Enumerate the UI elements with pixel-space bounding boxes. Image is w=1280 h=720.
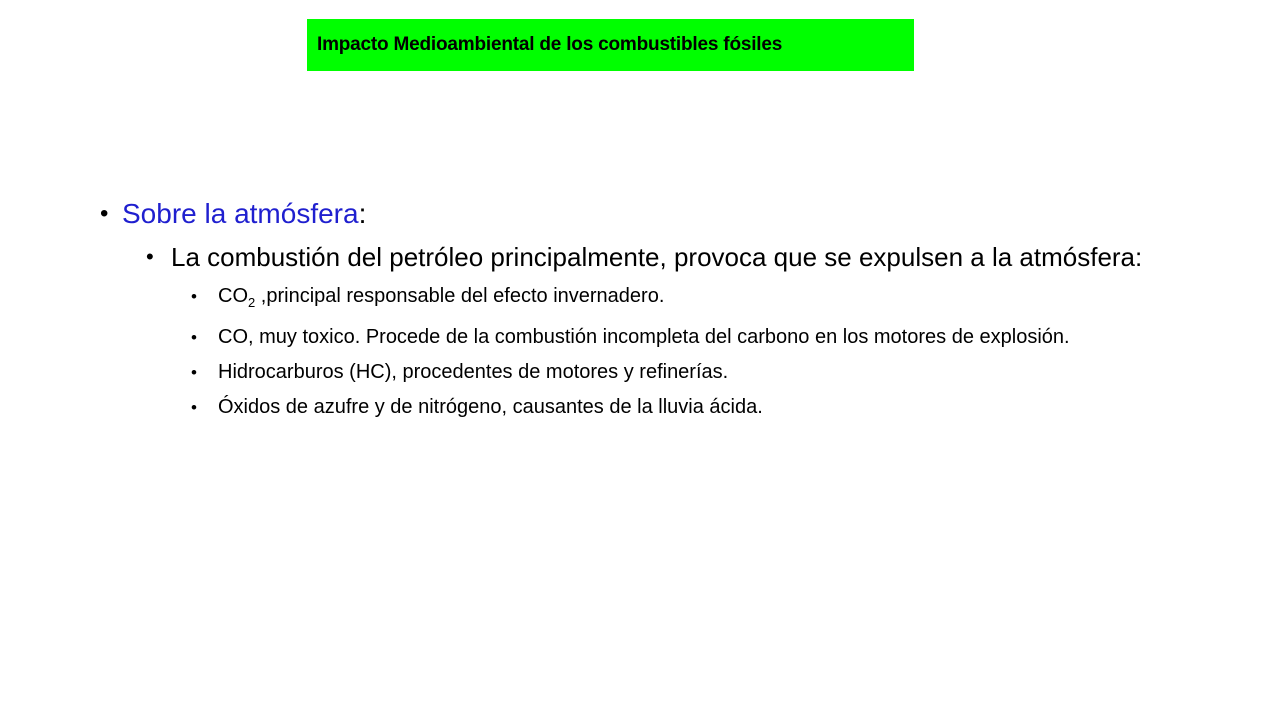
oxidos-text: Óxidos de azufre y de nitrógeno, causantes de la lluvia ácida. [218,396,763,418]
bullet-heading [100,196,1180,232]
bullet-icon: • [191,363,197,382]
list-item-co [191,325,1178,350]
bullet-icon: • [191,328,197,347]
hc-text: Hidrocarburos (HC), procedentes de motores y refinerías. [218,361,729,383]
list-item-oxidos [191,395,1178,420]
bullet-icon: • [191,287,197,306]
slide-title: Impacto Medioambiental de los combustibles fósiles [317,34,783,55]
bullet-icon: • [191,398,197,417]
bullet-list [100,196,1180,420]
subheading-text: La combustión del petróleo principalmente, provoca que se expulsen a la atmósfera: [171,242,1143,272]
co2-subscript: 2 [248,295,256,310]
co-text: CO, muy toxico. Procede de la combustión incompleta del carbono en los motores de explosión. [218,326,1070,348]
co2-text: ,principal responsable del efecto invernadero. [255,285,665,307]
title-banner [307,19,914,71]
heading-text: Sobre la atmósfera [122,198,359,229]
list-item-hc [191,360,1178,385]
heading-colon: : [358,198,367,229]
bullet-icon: • [100,200,109,227]
co2-formula: CO [218,285,248,307]
bullet-subheading [146,241,1171,273]
bullet-icon: • [146,244,154,269]
list-item-co2 [191,284,1178,315]
